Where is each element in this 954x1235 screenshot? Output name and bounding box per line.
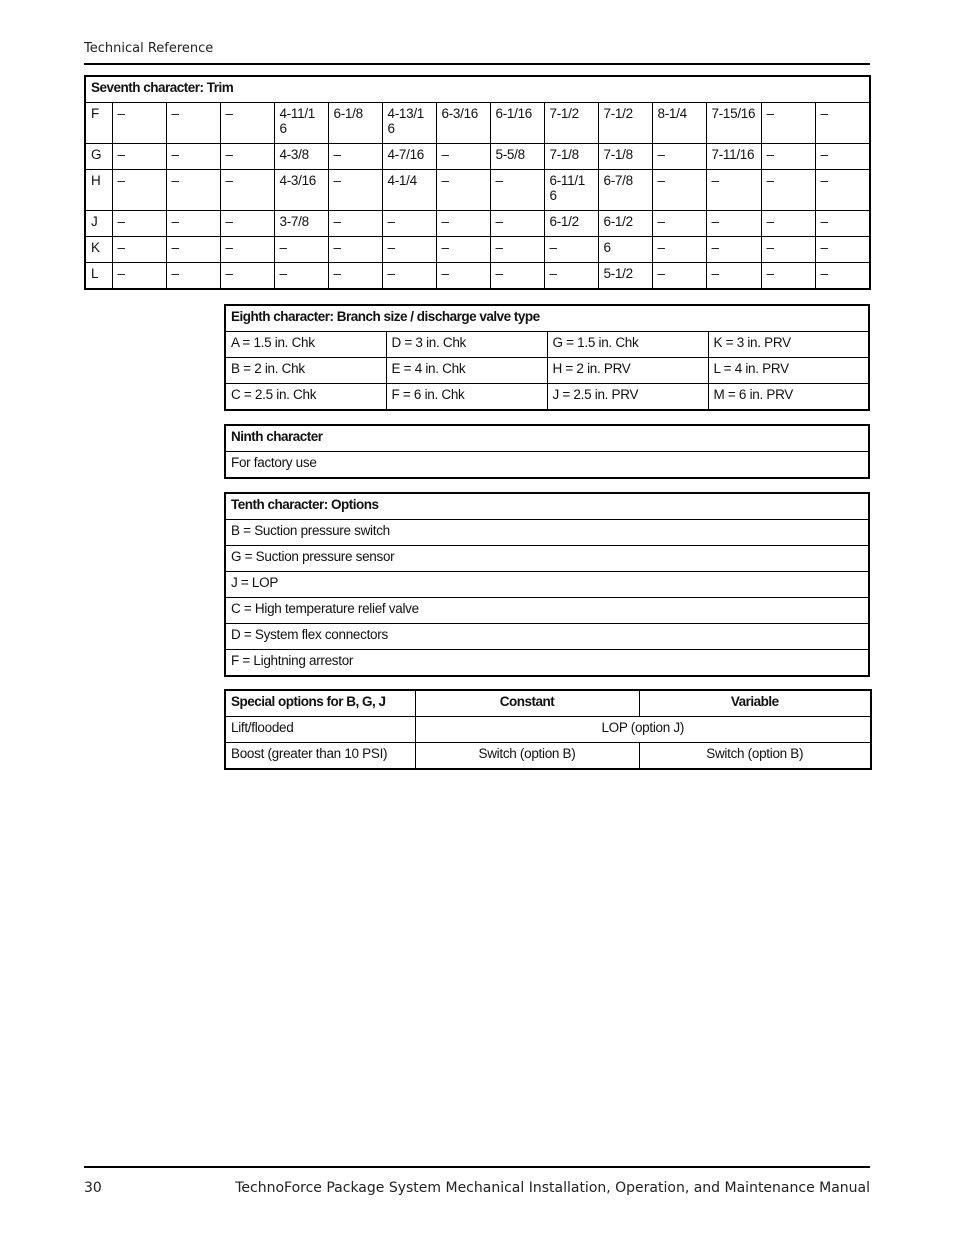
special-header-constant: Constant (415, 690, 639, 717)
trim-row-code: G (85, 144, 112, 170)
branch-table-row (225, 332, 869, 358)
page-number: 30 (84, 1180, 102, 1196)
trim-table-cell: 7-1/2 (544, 103, 598, 144)
trim-table-cell: – (761, 211, 815, 237)
trim-table-cell: – (166, 170, 220, 211)
special-row-label: Lift/flooded (225, 717, 415, 743)
trim-table-cell: – (382, 263, 436, 290)
trim-table-cell: – (274, 237, 328, 263)
trim-table-cell: – (815, 237, 870, 263)
trim-table-cell: – (652, 211, 706, 237)
trim-table-cell: 4-11/1 6 (274, 103, 328, 144)
ninth-table-value: For factory use (225, 452, 869, 479)
trim-table-cell: 7-1/8 (598, 144, 652, 170)
option-item: F = Lightning arrestor (225, 650, 869, 677)
branch-table-cell: G = 1.5 in. Chk (547, 332, 708, 358)
ninth-table-title: Ninth character (225, 425, 869, 452)
trim-table-cell: – (166, 211, 220, 237)
trim-table-cell: – (436, 237, 490, 263)
trim-table-cell: – (328, 170, 382, 211)
trim-table (84, 75, 871, 290)
options-table-row (225, 546, 869, 572)
trim-table-cell: – (112, 263, 166, 290)
trim-table-cell: – (166, 237, 220, 263)
trim-table-cell: – (166, 103, 220, 144)
trim-row-code: H (85, 170, 112, 211)
trim-table-cell: – (220, 103, 274, 144)
trim-table-cell: – (220, 170, 274, 211)
trim-table-cell: – (815, 103, 870, 144)
options-table-row (225, 650, 869, 677)
branch-table-cell: M = 6 in. PRV (708, 384, 869, 411)
trim-table-cell: – (436, 144, 490, 170)
trim-table-cell: – (220, 144, 274, 170)
special-row-variable: Switch (option B) (639, 743, 871, 770)
special-header-variable: Variable (639, 690, 871, 717)
trim-table-cell: – (166, 144, 220, 170)
trim-table-cell: – (490, 170, 544, 211)
trim-table-cell: – (436, 211, 490, 237)
trim-table-cell: – (490, 237, 544, 263)
trim-table-row (85, 211, 870, 237)
branch-table-cell: A = 1.5 in. Chk (225, 332, 386, 358)
trim-table-cell: 4-13/1 6 (382, 103, 436, 144)
special-options-table (224, 689, 872, 770)
branch-table-row (225, 384, 869, 411)
trim-table-cell: – (490, 211, 544, 237)
trim-table-cell: 7-11/16 (706, 144, 761, 170)
trim-table-cell: 4-1/4 (382, 170, 436, 211)
trim-table-cell: – (112, 103, 166, 144)
trim-table-cell: 6-3/16 (436, 103, 490, 144)
trim-table-cell: – (761, 263, 815, 290)
header-divider (84, 63, 870, 65)
trim-table-cell: – (382, 237, 436, 263)
trim-table-cell: – (761, 237, 815, 263)
trim-table-cell: 4-3/8 (274, 144, 328, 170)
trim-table-title: Seventh character: Trim (85, 76, 870, 103)
trim-table-cell: 5-5/8 (490, 144, 544, 170)
trim-table-cell: 8-1/4 (652, 103, 706, 144)
trim-table-cell: – (652, 237, 706, 263)
trim-row-code: J (85, 211, 112, 237)
branch-table-cell: C = 2.5 in. Chk (225, 384, 386, 411)
trim-table-cell: 3-7/8 (274, 211, 328, 237)
trim-table-cell: – (490, 263, 544, 290)
trim-table-cell: – (112, 211, 166, 237)
branch-table-cell: B = 2 in. Chk (225, 358, 386, 384)
trim-table-cell: 6-1/2 (544, 211, 598, 237)
trim-table-cell: 4-3/16 (274, 170, 328, 211)
trim-table-cell: – (706, 263, 761, 290)
trim-table-cell: – (652, 170, 706, 211)
trim-table-row (85, 170, 870, 211)
running-header: Technical Reference (84, 41, 214, 56)
trim-table-cell: – (328, 237, 382, 263)
options-table-row (225, 572, 869, 598)
options-table-row (225, 624, 869, 650)
options-table (224, 492, 870, 677)
trim-table-cell: – (112, 237, 166, 263)
trim-table-cell: – (652, 263, 706, 290)
ninth-character-table (224, 424, 870, 479)
trim-table-cell: – (436, 170, 490, 211)
option-item: J = LOP (225, 572, 869, 598)
trim-table-row (85, 144, 870, 170)
trim-table-row (85, 237, 870, 263)
trim-table-cell: – (761, 170, 815, 211)
trim-table-cell: – (761, 144, 815, 170)
trim-table-cell: – (220, 211, 274, 237)
trim-table-cell: 4-7/16 (382, 144, 436, 170)
trim-table-cell: – (112, 170, 166, 211)
options-table-title: Tenth character: Options (225, 493, 869, 520)
trim-table-cell: – (706, 211, 761, 237)
option-item: C = High temperature relief valve (225, 598, 869, 624)
trim-table-cell: 5-1/2 (598, 263, 652, 290)
trim-table-cell: – (274, 263, 328, 290)
trim-table-cell: 6-7/8 (598, 170, 652, 211)
trim-table-cell: – (220, 237, 274, 263)
trim-table-cell: – (328, 144, 382, 170)
trim-table-cell: – (166, 263, 220, 290)
trim-table-cell: 7-1/8 (544, 144, 598, 170)
trim-table-cell: 6-1/8 (328, 103, 382, 144)
special-row-label: Boost (greater than 10 PSI) (225, 743, 415, 770)
trim-table-cell: 7-1/2 (598, 103, 652, 144)
trim-table-cell: 6-1/2 (598, 211, 652, 237)
special-row-constant: Switch (option B) (415, 743, 639, 770)
trim-table-cell: – (815, 263, 870, 290)
trim-row-code: L (85, 263, 112, 290)
trim-table-row (85, 263, 870, 290)
trim-table-cell: – (761, 103, 815, 144)
manual-title: TechnoForce Package System Mechanical Installation, Operation, and Maintenance Manual (235, 1180, 870, 1196)
option-item: B = Suction pressure switch (225, 520, 869, 546)
trim-table-cell: – (328, 263, 382, 290)
trim-table-cell: – (706, 170, 761, 211)
branch-table-cell: J = 2.5 in. PRV (547, 384, 708, 411)
trim-table-cell: – (544, 263, 598, 290)
option-item: G = Suction pressure sensor (225, 546, 869, 572)
trim-table-cell: 7-15/16 (706, 103, 761, 144)
special-header-label: Special options for B, G, J (225, 690, 415, 717)
footer-divider (84, 1166, 870, 1168)
trim-table-cell: – (328, 211, 382, 237)
branch-table-cell: E = 4 in. Chk (386, 358, 547, 384)
trim-table-cell: – (220, 263, 274, 290)
trim-table-cell: 6-1/16 (490, 103, 544, 144)
branch-table-cell: F = 6 in. Chk (386, 384, 547, 411)
branch-table-title: Eighth character: Branch size / discharge valve type (225, 305, 869, 332)
trim-row-code: F (85, 103, 112, 144)
trim-table-cell: – (112, 144, 166, 170)
branch-table-cell: L = 4 in. PRV (708, 358, 869, 384)
trim-table-cell: – (815, 170, 870, 211)
trim-table-cell: – (544, 237, 598, 263)
trim-table-cell: – (382, 211, 436, 237)
trim-table-cell: 6-11/1 6 (544, 170, 598, 211)
trim-row-code: K (85, 237, 112, 263)
trim-table-cell: – (706, 237, 761, 263)
trim-table-cell: – (436, 263, 490, 290)
branch-table-cell: H = 2 in. PRV (547, 358, 708, 384)
trim-table-cell: – (815, 144, 870, 170)
branch-table-row (225, 358, 869, 384)
trim-table-cell: – (652, 144, 706, 170)
options-table-row (225, 598, 869, 624)
options-table-row (225, 520, 869, 546)
option-item: D = System flex connectors (225, 624, 869, 650)
branch-size-table (224, 304, 870, 411)
branch-table-cell: K = 3 in. PRV (708, 332, 869, 358)
branch-table-cell: D = 3 in. Chk (386, 332, 547, 358)
trim-table-cell: 6 (598, 237, 652, 263)
trim-table-row (85, 103, 870, 144)
special-row-value: LOP (option J) (415, 717, 871, 743)
trim-table-cell: – (815, 211, 870, 237)
